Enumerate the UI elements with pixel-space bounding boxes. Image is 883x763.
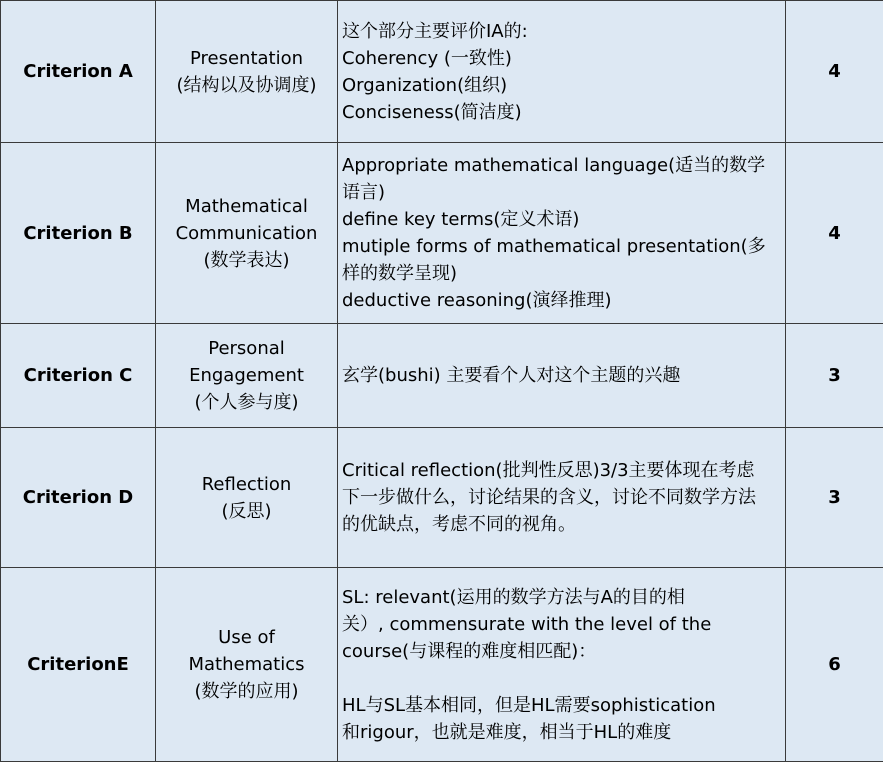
criterion-description: [338, 324, 786, 428]
category-line: (数学的应用): [194, 681, 299, 702]
description-spacer: [342, 665, 779, 692]
category-line: Reflection: [201, 473, 292, 495]
description-line: 样的数学呈现): [342, 263, 458, 284]
category-line: (数学表达): [203, 249, 290, 271]
criterion-description: [338, 428, 786, 568]
category-line: Use of: [218, 627, 275, 648]
description-line: course(与课程的难度相匹配)：: [342, 640, 597, 662]
criterion-category: [156, 1, 338, 143]
category-line: (个人参与度): [194, 392, 299, 413]
criterion-category: [156, 428, 338, 568]
criterion-name: Criterion D: [1, 428, 156, 568]
table-row: [1, 1, 883, 143]
criterion-name: Criterion C: [1, 324, 156, 428]
description-line: 玄学(bushi) 主要看个人对这个主题的兴趣: [342, 365, 681, 386]
category-line: Engagement: [189, 365, 304, 386]
criterion-category: [156, 568, 338, 762]
criterion-description: [338, 143, 786, 324]
criterion-name: Criterion A: [1, 1, 156, 143]
description-line: SL: relevant(运用的数学方法与A的目的相: [342, 586, 685, 608]
description-line: Critical reflection(批判性反思)3/3主要体现在考虑: [342, 460, 755, 481]
table-row: [1, 428, 883, 568]
description-line: HL与SL基本相同，但是HL需要sophistication: [342, 694, 716, 716]
description-line: Coherency (一致性): [342, 47, 512, 69]
category-line: Personal: [208, 338, 285, 359]
criterion-category: [156, 143, 338, 324]
table-row: [1, 143, 883, 324]
category-line: Presentation: [189, 47, 304, 69]
criterion-score: 3: [786, 428, 883, 568]
description-line: 这个部分主要评价IA的:: [342, 20, 528, 42]
criterion-description: [338, 1, 786, 143]
description-line: 关）, commensurate with the level of the: [342, 613, 712, 635]
category-line: (反思): [221, 500, 272, 522]
description-line: deductive reasoning(演绎推理): [342, 290, 612, 311]
criterion-score: 4: [786, 143, 883, 324]
category-line: Communication: [175, 222, 318, 244]
criterion-description: [338, 568, 786, 762]
category-line: Mathematical: [185, 195, 308, 217]
table-row: [1, 324, 883, 428]
criterion-score: 3: [786, 324, 883, 428]
description-line: Organization(组织): [342, 74, 508, 96]
category-line: (结构以及协调度): [176, 74, 317, 96]
description-line: define key terms(定义术语): [342, 209, 580, 230]
criterion-name: CriterionE: [1, 568, 156, 762]
description-line: Conciseness(简洁度): [342, 101, 522, 123]
description-line: 的优缺点，考虑不同的视角。: [342, 514, 576, 535]
criterion-score: 6: [786, 568, 883, 762]
description-line: Appropriate mathematical language(适当的数学: [342, 155, 766, 176]
description-line: 下一步做什么，讨论结果的含义，讨论不同数学方法: [342, 487, 756, 508]
criterion-category: [156, 324, 338, 428]
description-line: 语言): [342, 182, 386, 203]
category-line: Mathematics: [188, 654, 305, 675]
description-line: 和rigour，也就是难度，相当于HL的难度: [342, 721, 672, 743]
criterion-score: 4: [786, 1, 883, 143]
table-row: [1, 568, 883, 762]
description-line: mutiple forms of mathematical presentation(多: [342, 236, 766, 257]
criterion-name: Criterion B: [1, 143, 156, 324]
